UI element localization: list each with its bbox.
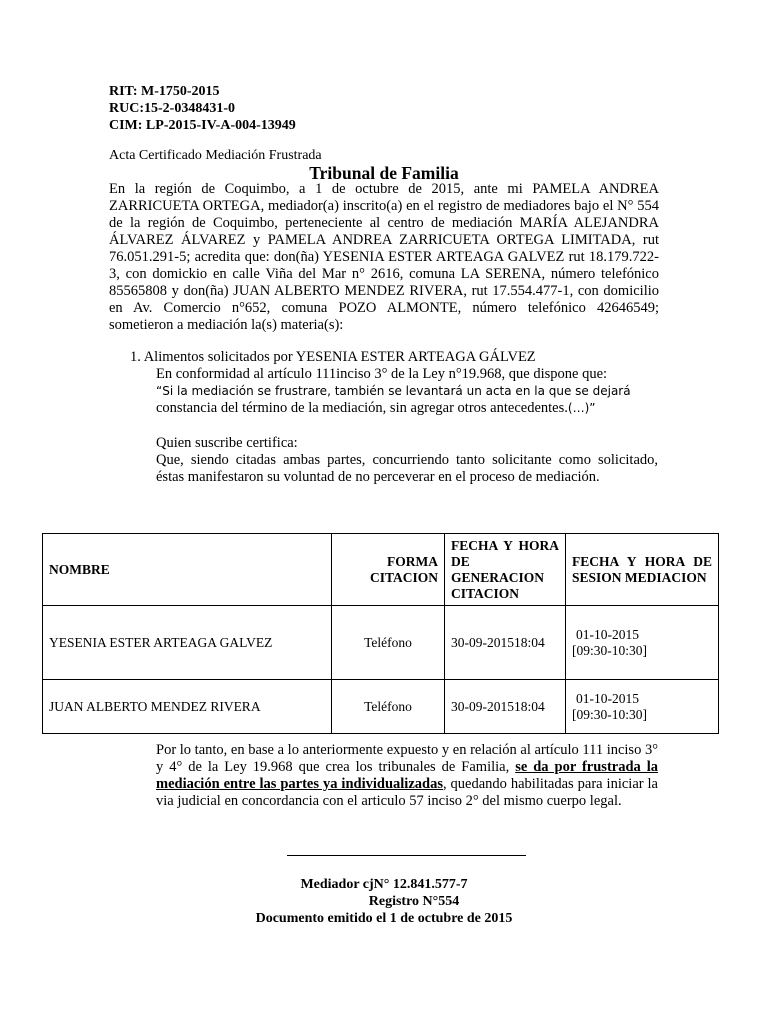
header-generacion: FECHA Y HORA DE GENERACION CITACION xyxy=(445,534,566,606)
sesion-hora: [09:30-10:30] xyxy=(572,706,647,722)
case-identifiers xyxy=(109,83,296,134)
legal-reference xyxy=(156,366,658,417)
quote-text xyxy=(156,383,658,417)
rit-line: RIT: M-1750-2015 xyxy=(109,84,220,99)
conformidad-text: En conformidad al artículo 111inciso 3° de la Ley n°19.968, que dispone que: xyxy=(156,366,608,382)
sesion-fecha: 01-10-2015 xyxy=(576,690,639,706)
document-title: Tribunal de Familia xyxy=(309,163,459,183)
ruc-line: RUC:15-2-0348431-0 xyxy=(109,101,235,116)
cell-sesion xyxy=(566,680,719,734)
signature-mediador: Mediador cjN° 12.841.577-7 xyxy=(300,877,468,892)
cim-line: CIM: LP-2015-IV-A-004-13949 xyxy=(109,118,296,133)
closing-emphasis: se da por frustrada la mediación entre las partes ya individualizadas xyxy=(156,759,659,792)
intro-paragraph xyxy=(109,181,659,334)
table-row xyxy=(43,606,719,680)
cell-generacion: 30-09-201518:04 xyxy=(445,680,566,734)
table-row xyxy=(43,680,719,734)
closing-paragraph xyxy=(156,742,658,810)
header-nombre: NOMBRE xyxy=(43,534,332,606)
header-forma: FORMA CITACION xyxy=(332,534,445,606)
cell-forma: Teléfono xyxy=(332,680,445,734)
table-header-row xyxy=(43,534,719,606)
cell-nombre: JUAN ALBERTO MENDEZ RIVERA xyxy=(43,680,332,734)
cell-forma: Teléfono xyxy=(332,606,445,680)
certification-block xyxy=(156,435,658,486)
intro-text: En la región de Coquimbo, a 1 de octubre de 2015, ante mi PAMELA ANDREA ZARRICUETA ORTEGA, mediador(a) inscrito(a) en el registro de mediadores bajo el N° 554 de la región de Coquimbo, perteneciente al centro de mediación MARÍA ALEJANDRA ÁLVAREZ ÁLVAREZ y PAMELA ANDREA ZARRICUETA ORTEGA LIMITADA, rut 76.051.291-5; acredita que: don(ña) YESENIA ESTER ARTEAGA GALVEZ rut 18.179.722-3, con domickio en calle Viña del Mar n° 2616, comuna LA SERENA, número telefónico 85565808 y don(ña) JUAN ALBERTO MENDEZ RIVERA, rut 17.554.477-1, con domicilio en Av. Comercio n°652, comuna POZO ALMONTE, número telefónico 42646549; sometieron a mediación la(s) materia(s): xyxy=(109,181,659,333)
quote-tail: (…)” xyxy=(567,401,596,415)
closing-text xyxy=(156,742,658,810)
document-type: Acta Certificado Mediación Frustrada xyxy=(109,148,322,163)
cell-generacion: 30-09-201518:04 xyxy=(445,606,566,680)
header-sesion: FECHA Y HORA DE SESION MEDIACION xyxy=(566,534,719,606)
certifica-text: Que, siendo citadas ambas partes, concurriendo tanto solicitante como solicitado, éstas manifestaron su voluntad de no perceverar en el proceso de mediación. xyxy=(156,452,658,485)
sesion-fecha: 01-10-2015 xyxy=(576,626,639,642)
certifica-intro: Quien suscribe certifica: xyxy=(156,435,298,451)
closing-post: , quedando habilitadas para iniciar la via judicial en concordancia con el articulo 57 inciso 2° del mismo cuerpo legal. xyxy=(156,776,658,809)
quote-line-1: “Si la mediación se frustrare, también se levantará un acta en la que se dejará xyxy=(156,384,631,398)
signature-emitido: Documento emitido el 1 de octubre de 2015 xyxy=(255,911,513,926)
signature-line xyxy=(287,855,526,856)
closing-pre: Por lo tanto, en base a lo anteriormente expuesto y en relación al artículo 111 inciso 3° y 4° de la Ley 19.968 que crea los tribunales de Familia, xyxy=(156,742,658,775)
matter-item-1: 1. Alimentos solicitados por YESENIA ESTER ARTEAGA GÁLVEZ xyxy=(130,349,536,365)
signature-registro: Registro N°554 xyxy=(368,894,460,909)
cell-nombre: YESENIA ESTER ARTEAGA GALVEZ xyxy=(43,606,332,680)
citation-table xyxy=(42,533,719,734)
quote-line-2: constancia del término de la mediación, sin agregar otros antecedentes. xyxy=(156,400,568,416)
sesion-hora: [09:30-10:30] xyxy=(572,642,647,658)
cell-sesion xyxy=(566,606,719,680)
